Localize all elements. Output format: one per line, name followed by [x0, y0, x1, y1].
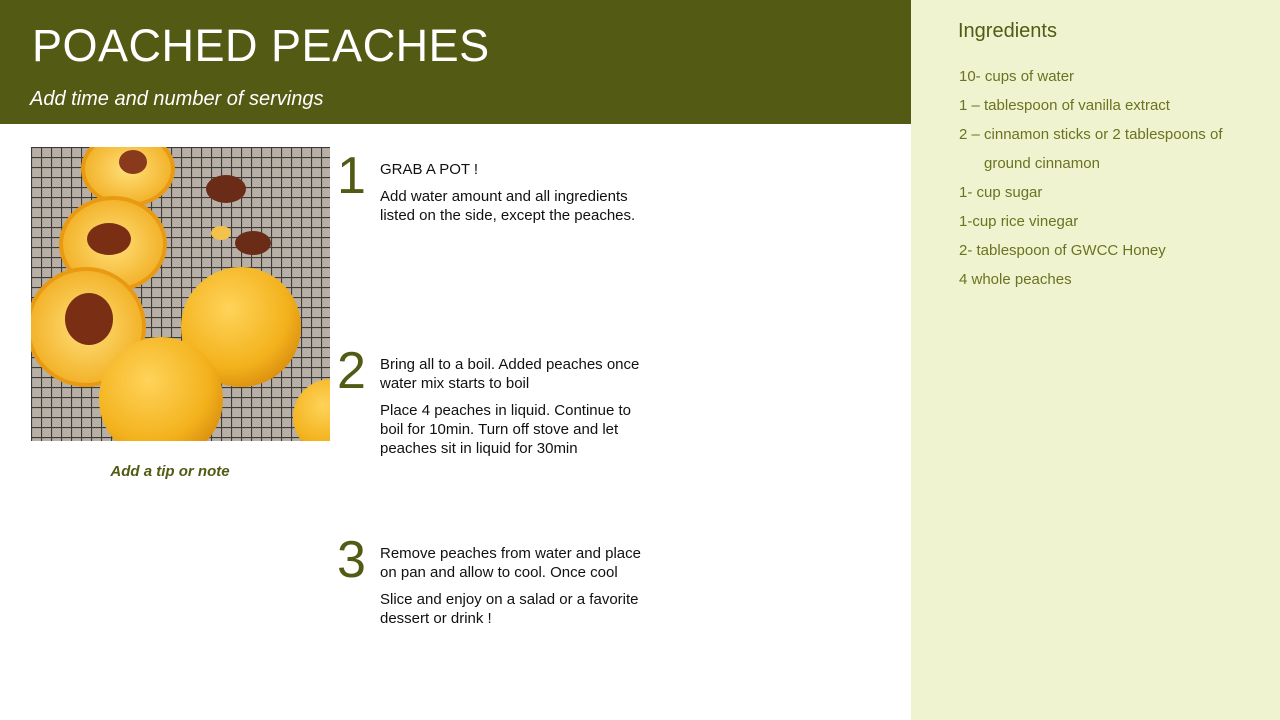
step-heading: GRAB A POT ! — [380, 161, 479, 178]
ingredient-item[interactable]: 2- tablespoon of GWCC Honey — [959, 242, 1166, 259]
ingredients-panel — [911, 0, 1280, 720]
step-body[interactable] — [380, 160, 652, 233]
step-text: Add water amount and all ingredients listed on the side, except the peaches. — [380, 188, 636, 224]
step-heading: Remove peaches from water and place on pan and allow to cool. Once cool — [380, 545, 641, 581]
step-body[interactable] — [380, 355, 652, 466]
step-body[interactable] — [380, 544, 652, 636]
ingredient-item[interactable]: 2 – cinnamon sticks or 2 tablespoons of ground cinnamon — [959, 126, 1223, 172]
step-text: Place 4 peaches in liquid. Continue to boil for 10min. Turn off stove and let peaches sit in liquid for 30min — [380, 402, 632, 457]
ingredient-item[interactable]: 1-cup rice vinegar — [959, 213, 1079, 230]
ingredient-item[interactable]: 1 – tablespoon of vanilla extract — [959, 97, 1170, 114]
ingredient-item[interactable]: 4 whole peaches — [959, 271, 1072, 288]
ingredient-item[interactable]: 10- cups of water — [959, 68, 1075, 85]
ingredients-heading[interactable]: Ingredients — [958, 20, 1057, 42]
recipe-title[interactable]: POACHED PEACHES — [32, 20, 490, 71]
tip-note[interactable]: Add a tip or note — [110, 463, 230, 480]
ingredient-item[interactable]: 1- cup sugar — [959, 184, 1043, 201]
title-banner — [0, 0, 911, 124]
step-number: 1 — [337, 147, 366, 205]
peaches-photo[interactable] — [31, 147, 330, 441]
step-number: 2 — [337, 342, 366, 400]
step-number: 3 — [337, 531, 366, 589]
recipe-subtitle[interactable]: Add time and number of servings — [30, 88, 324, 110]
step-text: Slice and enjoy on a salad or a favorite dessert or drink ! — [380, 591, 639, 627]
ingredients-list — [959, 62, 1259, 294]
step-heading: Bring all to a boil. Added peaches once water mix starts to boil — [380, 356, 640, 392]
